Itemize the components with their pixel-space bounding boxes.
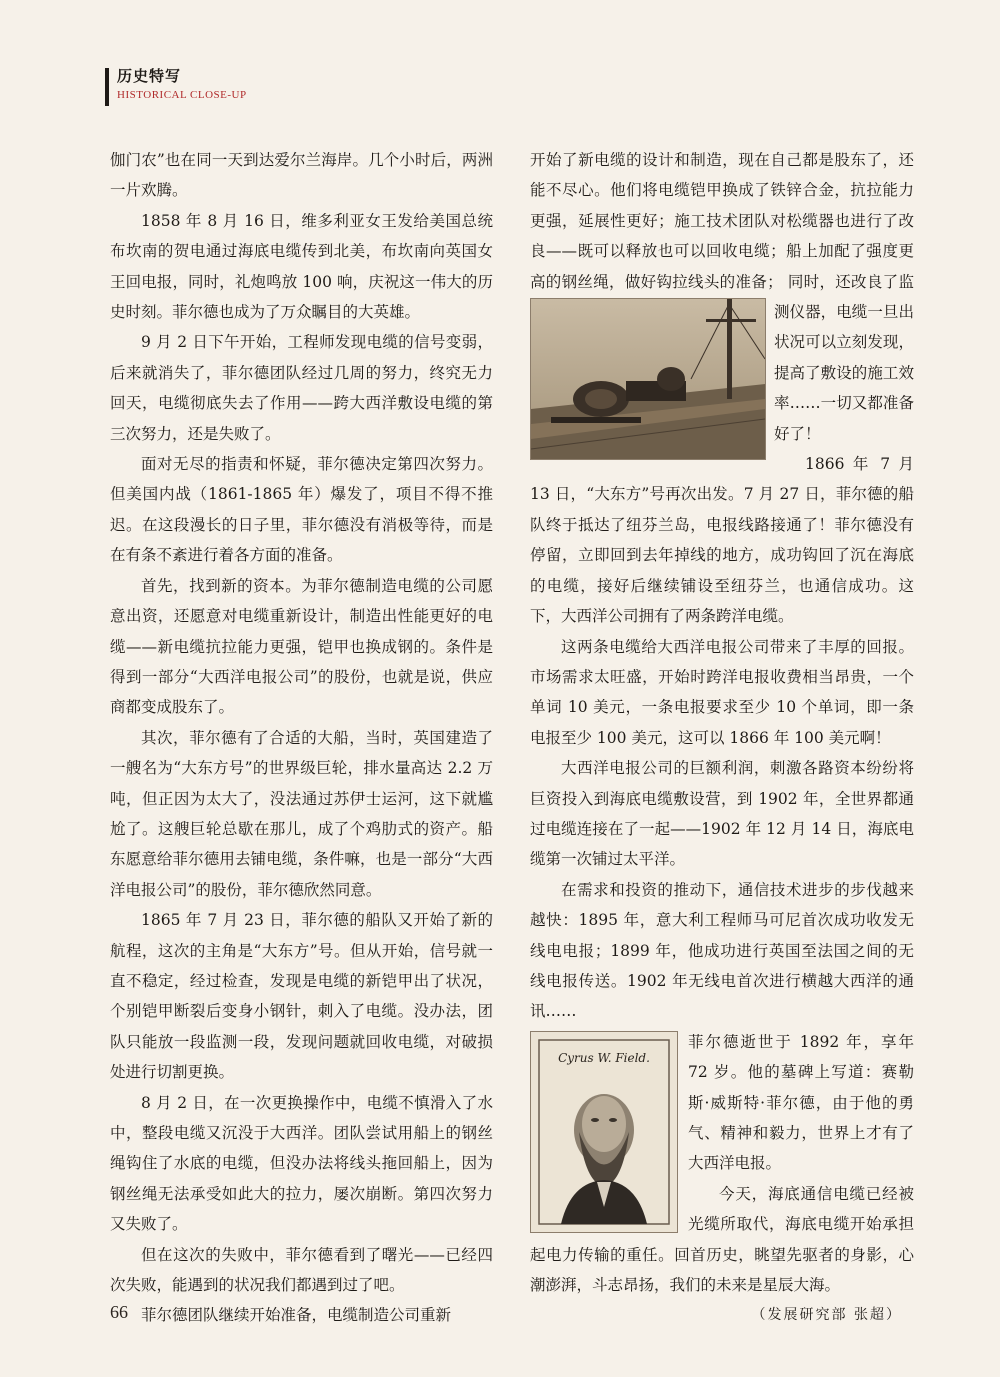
paragraph: 面对无尽的指责和怀疑，菲尔德决定第四次努力。但美国内战（1861-1865 年）爆发了，项目不得不推迟。在这段漫长的日子里，菲尔德没有消极等待，而是在有条不紊进行着各方面的准备。	[110, 455, 493, 565]
paragraph: 今天，海底通信电缆已经被光缆所取代，海底电缆开始承担起电力传输的重任。回首历史，眺望先驱者的身影，心潮澎湃，斗志昂扬，我们的未来是星辰大海。	[530, 1184, 914, 1295]
paragraph-text: 菲尔德逝世于 1892 年，享年 72 岁。他的墓碑上写道：赛勒斯·威斯特·菲尔德，由于他的勇气、精神和毅力，世界上才有了大西洋电报。	[688, 1032, 914, 1173]
ship-deck-photo	[530, 298, 766, 460]
paragraph: 其次，菲尔德有了合适的大船，当时，英国建造了一艘名为“大东方号”的世界级巨轮，排水量高达 2.2 万吨，但正因为太大了，没法通过苏伊士运河，这下就尴尬了。这艘巨轮总歇在那儿，成了个鸡肋式的资产。船东愿意给菲尔德用去铺电缆，条件嘛，也是一部分“大西洋电报公司”的股份，菲尔德欣然同意。	[110, 728, 493, 899]
paragraph: 1858 年 8 月 16 日，维多利亚女王发给美国总统布坎南的贺电通过海底电缆传到北美，布坎南向英国女王回电报，同时，礼炮鸣放 100 响，庆祝这一伟大的历史时刻。菲尔德也成为了万众瞩目的大英雄。	[110, 211, 493, 322]
paragraph-text-continued: 同时，还改良了监测仪器，电缆一旦出状况可以立刻发现，提高了敷设的施工效率……一切又都准备好了！	[774, 272, 914, 443]
paragraph	[530, 1027, 914, 1179]
paragraph: 大西洋电报公司的巨额利润，刺激各路资本纷纷将巨资投入到海底电缆敷设营，到 1902 年，全世界都通过电缆连接在了一起——1902 年 12 月 14 日，海底电缆第一次铺过太平洋。	[530, 759, 914, 869]
paragraph: 1865 年 7 月 23 日，菲尔德的船队又开始了新的航程，这次的主角是“大东方”号。但从开始，信号就一直不稳定，经过检查，发现是电缆的新铠甲出了状况，个别铠甲断裂后变身小钢针，刺入了电缆。没办法，团队只能放一段监测一段，发现问题就回收电缆，对破损处进行切割更换。	[110, 911, 493, 1082]
paragraph: 伽门农”也在同一天到达爱尔兰海岸。几个小时后，两洲一片欢腾。	[110, 151, 493, 200]
paragraph: 1866 年 7 月 13 日，“大东方”号再次出发。7 月 27 日，菲尔德的船队终于抵达了纽芬兰岛，电报线路接通了！菲尔德没有停留，立即回到去年掉线的地方，成功钩回了沉在海底的电缆，接好后继续铺设至纽芬兰，也通信成功。这下，大西洋公司拥有了两条跨洋电缆。	[530, 455, 914, 626]
author-signature: （发展研究部 张超）	[751, 1307, 902, 1324]
left-column	[110, 145, 493, 1331]
paragraph: 首先，找到新的资本。为菲尔德制造电缆的公司愿意出资，还愿意对电缆重新设计，制造出性能更好的电缆——新电缆抗拉能力更强，铠甲也换成钢的。条件是得到一部分“大西洋电报公司”的股份，也就是说，供应商都变成股东了。	[110, 576, 493, 717]
paragraph: 菲尔德团队继续开始准备，电缆制造公司重新	[141, 1306, 452, 1325]
paragraph: 8 月 2 日，在一次更换操作中，电缆不慎滑入了水中，整段电缆又沉没于大西洋。团队尝试用船上的钢丝绳钩住了水底的电缆，但没办法将线头拖回船上，因为钢丝绳无法承受如此大的拉力，屡次崩断。第四次努力又失败了。	[110, 1093, 493, 1234]
paragraph: 这两条电缆给大西洋电报公司带来了丰厚的回报。市场需求太旺盛，开始时跨洋电报收费相当昂贵，一个单词 10 美元，一条电报要求至少 10 个单词，即一条电报至少 100 美元，这可以 1866 年 100 美元啊！	[530, 637, 914, 747]
section-subtitle: HISTORICAL CLOSE-UP	[117, 89, 247, 101]
paragraph: 9 月 2 日下午开始，工程师发现电缆的信号变弱，后来就消失了，菲尔德团队经过几周的努力，终究无力回天，电缆彻底失去了作用——跨大西洋敷设电缆的第三次努力，还是失败了。	[110, 333, 493, 443]
paragraph-text: 开始了新电缆的设计和制造，现在自己都是股东了，还能不尽心。他们将电缆铠甲换成了铁锌合金，抗拉能力更强，延展性更好；施工技术团队对松缆器也进行了改良——既可以释放也可以回收电缆；船上加配了强度更高的钢丝绳，做好钩拉线头的准备；	[530, 151, 914, 291]
paragraph: 在需求和投资的推动下，通信技术进步的步伐越来越快：1895 年，意大利工程师马可尼首次成功收发无线电电报；1899 年，他成功进行英国至法国之间的无线电报传送。1902 年无线电首次进行横越大西洋的通讯……	[530, 880, 914, 1021]
paragraph: 但在这次的失败中，菲尔德看到了曙光——已经四次失败，能遇到的状况我们都遇到过了吧。	[110, 1245, 493, 1295]
portrait-photo	[530, 1031, 678, 1233]
section-title: 历史特写	[117, 67, 182, 85]
page-number: 66	[110, 1302, 128, 1322]
section-header	[105, 68, 247, 106]
portrait-caption: Cyrus W. Field.	[558, 1050, 650, 1065]
